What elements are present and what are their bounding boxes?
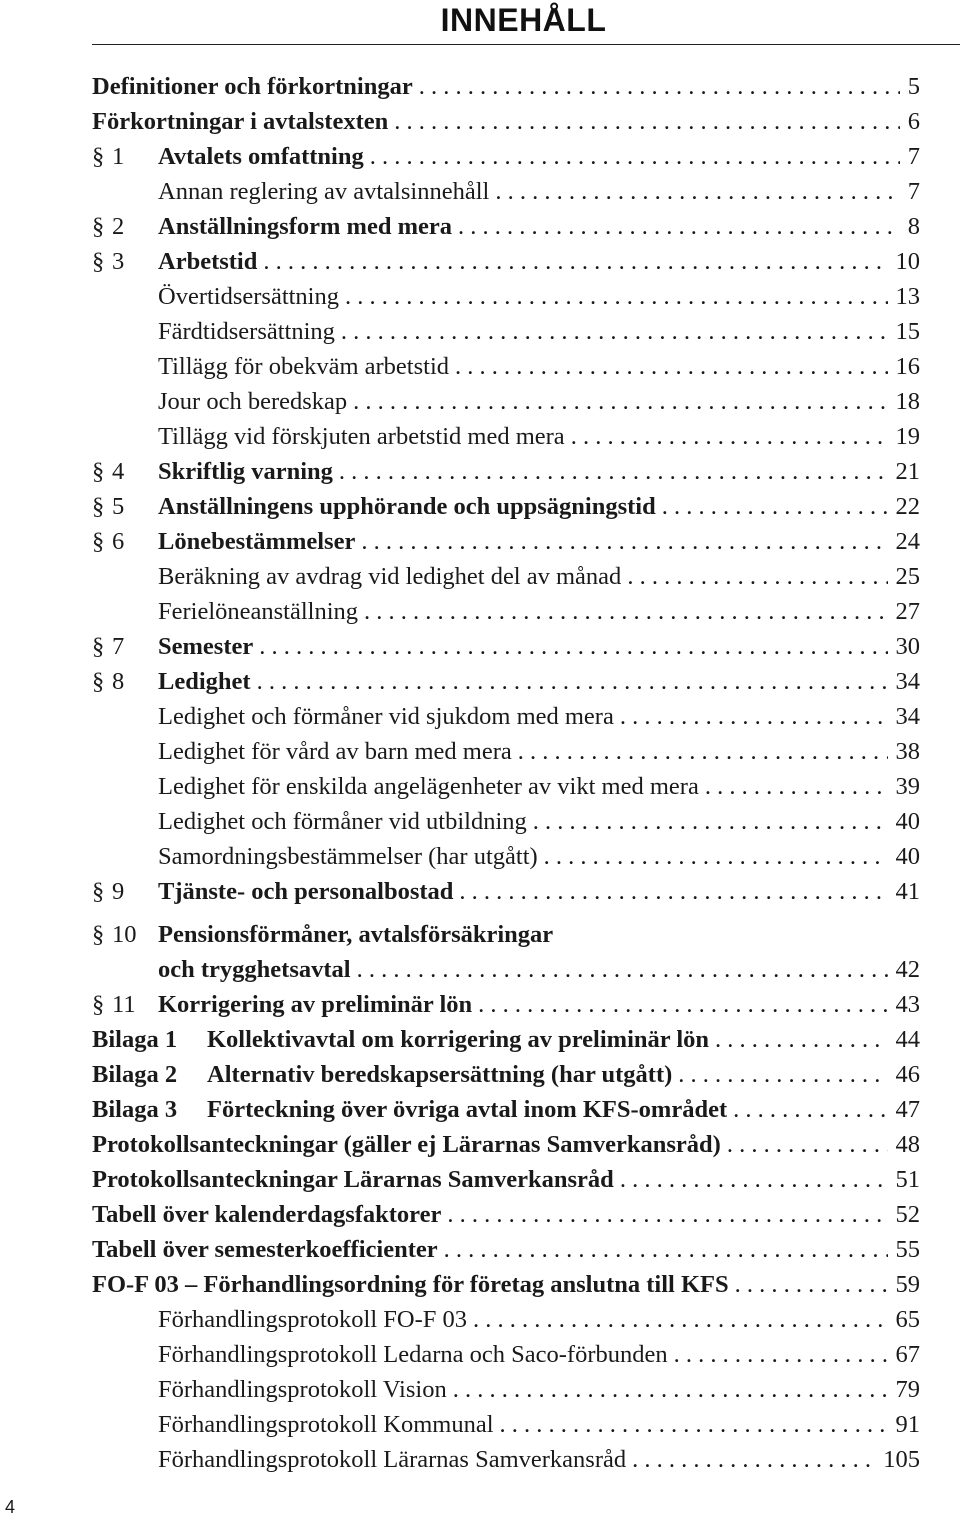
toc-row [0,524,960,559]
dot-leader [735,1267,888,1302]
toc-entry[interactable] [158,699,920,734]
toc-entry[interactable] [92,1267,920,1302]
toc-row [0,664,960,699]
toc-page-number: 48 [895,1131,920,1158]
toc-entry[interactable] [158,1442,920,1477]
toc-row [0,804,960,839]
dot-leader [473,1302,888,1337]
toc-entry-label: FO-F 03 – Förhandlingsordning för företag anslutna till KFS [92,1271,729,1298]
toc-page-number: 10 [895,248,920,275]
toc-row [0,559,960,594]
toc-entry[interactable] [158,174,920,209]
section-mark: § [92,248,105,275]
section-mark: § [92,991,105,1018]
toc-page-number: 65 [895,1306,920,1333]
toc-entry-label: Förhandlingsprotokoll FO-F 03 [158,1306,467,1333]
toc-row [0,349,960,384]
toc-row [0,104,960,139]
toc-entry-label: och trygghetsavtal [158,956,351,983]
page-title: INNEHÅLL [440,2,607,38]
dot-leader [705,769,888,804]
table-of-contents [0,69,960,1477]
toc-row [0,384,960,419]
section-mark: § [92,668,105,695]
dot-leader [453,1372,888,1407]
toc-page-number: 8 [907,213,920,240]
dot-leader [458,209,900,244]
section-mark: § [92,633,105,660]
toc-row [0,1372,960,1407]
toc-row [0,139,960,174]
toc-page-number: 16 [895,353,920,380]
toc-page-number: 67 [895,1341,920,1368]
dot-leader [447,1197,887,1232]
toc-row [0,489,960,524]
toc-page-number: 25 [895,563,920,590]
dot-leader [627,559,887,594]
toc-page-number: 6 [907,108,920,135]
section-number: 7 [112,633,125,660]
toc-page-number: 40 [895,808,920,835]
toc-page-number: 39 [895,773,920,800]
toc-entry-label: Tabell över kalenderdagsfaktorer [92,1201,442,1228]
toc-row [0,952,960,987]
section-mark: § [92,878,105,905]
toc-row [0,629,960,664]
toc-entry[interactable] [158,769,920,804]
dot-leader [370,139,900,174]
toc-entry[interactable] [158,1407,920,1442]
dot-leader [259,629,887,664]
dot-leader [341,314,888,349]
toc-entry-label: Pensionsförmåner, avtalsförsäkringar [158,921,554,948]
toc-entry-label: Förhandlingsprotokoll Lärarnas Samverkansråd [158,1446,627,1473]
toc-entry-label: Protokollsanteckningar Lärarnas Samverkansråd [92,1166,614,1193]
title-divider [92,44,960,45]
toc-page-number: 42 [895,956,920,983]
toc-entry-label: Förhandlingsprotokoll Vision [158,1376,447,1403]
dot-leader [459,874,887,909]
toc-page-number: 43 [895,991,920,1018]
toc-entry-label: Ledighet [158,668,251,695]
toc-row [0,987,960,1022]
toc-entry[interactable] [158,559,920,594]
toc-page-number: 5 [907,73,920,100]
toc-entry-label: Kollektivavtal om korrigering av preliminär lön [207,1026,709,1053]
toc-page-number: 91 [895,1411,920,1438]
dot-leader [263,244,887,279]
toc-entry-label: Annan reglering av avtalsinnehåll [158,178,490,205]
toc-entry[interactable] [158,987,920,1022]
toc-entry-label: Färdtidsersättning [158,318,335,345]
toc-row [0,1267,960,1302]
toc-page-number: 19 [895,423,920,450]
toc-entry-label: Förhandlingsprotokoll Kommunal [158,1411,494,1438]
dot-leader [444,1232,888,1267]
toc-entry-label: Tjänste- och personalbostad [158,878,454,905]
section-number: 10 [112,921,137,948]
toc-entry-label: Semester [158,633,254,660]
toc-entry-label: Anställningens upphörande och uppsägningstid [158,493,656,520]
dot-leader [495,174,899,209]
toc-row [0,419,960,454]
toc-row [0,69,960,104]
toc-entry[interactable] [158,664,920,699]
toc-row [0,1337,960,1372]
toc-page-number: 34 [895,703,920,730]
dot-leader [500,1407,888,1442]
toc-entry-label: Protokollsanteckningar (gäller ej Lärarnas Samverkansråd) [92,1131,721,1158]
toc-row [0,209,960,244]
toc-entry[interactable] [92,1162,920,1197]
section-mark: § [92,493,105,520]
toc-row [0,917,960,952]
toc-page-number: 21 [895,458,920,485]
toc-entry[interactable] [158,839,920,874]
section-number: 2 [112,213,125,240]
toc-page-number: 34 [895,668,920,695]
toc-row [0,1162,960,1197]
toc-page-number: 13 [895,283,920,310]
appendix-label: Bilaga 2 [92,1061,178,1088]
toc-page-number: 30 [895,633,920,660]
toc-page-number: 40 [895,843,920,870]
section-mark: § [92,143,105,170]
dot-leader [394,104,900,139]
toc-page-number: 55 [895,1236,920,1263]
toc-row [0,1407,960,1442]
toc-row [0,454,960,489]
toc-entry-label: Skriftlig varning [158,458,333,485]
toc-page-number: 52 [895,1201,920,1228]
section-number: 8 [112,668,125,695]
toc-entry-label: Övertidsersättning [158,283,339,310]
toc-page-number: 105 [883,1446,920,1473]
toc-row [0,1232,960,1267]
dot-leader [345,279,888,314]
section-number: 11 [112,991,136,1018]
toc-entry[interactable] [158,629,920,664]
toc-entry-label: Korrigering av preliminär lön [158,991,473,1018]
toc-entry-label: Förteckning över övriga avtal inom KFS-området [207,1096,728,1123]
toc-entry-label: Tillägg för obekväm arbetstid [158,353,450,380]
section-number: 5 [112,493,125,520]
toc-page-number: 22 [895,493,920,520]
toc-entry[interactable] [207,1057,920,1092]
toc-entry-label: Alternativ beredskapsersättning (har utgått) [207,1061,673,1088]
toc-entry[interactable] [92,1127,920,1162]
toc-entry-label: Samordningsbestämmelser (har utgått) [158,843,538,870]
toc-entry-label: Anställningsform med mera [158,213,452,240]
section-number: 9 [112,878,125,905]
toc-page-number: 27 [895,598,920,625]
appendix-label: Bilaga 3 [92,1096,178,1123]
toc-entry[interactable] [158,244,920,279]
toc-entry[interactable] [158,454,920,489]
toc-page-number: 7 [907,143,920,170]
toc-entry-label: Avtalets omfattning [158,143,364,170]
dot-leader [632,1442,875,1477]
dot-leader [419,69,900,104]
dot-leader [455,349,887,384]
toc-row [0,769,960,804]
toc-entry[interactable] [158,1337,920,1372]
toc-row [0,1302,960,1337]
toc-page-number: 15 [895,318,920,345]
section-number: 6 [112,528,125,555]
page-number: 4 [5,1497,16,1517]
dot-leader [620,699,888,734]
section-mark: § [92,213,105,240]
toc-entry[interactable] [158,384,920,419]
toc-entry[interactable] [158,349,920,384]
toc-page-number: 38 [895,738,920,765]
toc-entry-label: Ledighet och förmåner vid sjukdom med mera [158,703,614,730]
toc-page-number: 47 [895,1096,920,1123]
toc-row [0,1057,960,1092]
toc-page-number: 46 [895,1061,920,1088]
toc-entry[interactable] [158,594,920,629]
toc-row [0,874,960,909]
toc-entry-label: Ledighet och förmåner vid utbildning [158,808,527,835]
toc-row [0,1197,960,1232]
toc-entry-label: Arbetstid [158,248,258,275]
toc-entry-label: Tillägg vid förskjuten arbetstid med mera [158,423,565,450]
dot-leader [620,1162,888,1197]
section-mark: § [92,921,105,948]
dot-leader [674,1337,888,1372]
dot-leader [353,384,887,419]
toc-entry-label: Ledighet för vård av barn med mera [158,738,512,765]
toc-entry[interactable] [158,874,920,909]
section-number: 4 [112,458,125,485]
toc-row [0,244,960,279]
toc-entry-label: Förkortningar i avtalstexten [92,108,389,135]
toc-entry-label: Ledighet för enskilda angelägenheter av vikt med mera [158,773,699,800]
toc-entry[interactable] [158,804,920,839]
toc-row [0,1442,960,1477]
dot-leader [361,524,887,559]
toc-row [0,314,960,349]
dot-leader [571,419,888,454]
toc-entry-label: Ferielöneanställning [158,598,359,625]
toc-page-number: 7 [907,178,920,205]
dot-leader [678,1057,887,1092]
toc-row [0,279,960,314]
toc-entry[interactable] [158,279,920,314]
section-mark: § [92,528,105,555]
toc-page-number: 41 [895,878,920,905]
toc-entry[interactable] [158,952,920,987]
toc-row [0,1127,960,1162]
toc-entry[interactable] [158,419,920,454]
toc-entry[interactable] [158,139,920,174]
toc-row [0,839,960,874]
section-number: 3 [112,248,125,275]
dot-leader [715,1022,888,1057]
dot-leader [518,734,888,769]
dot-leader [662,489,888,524]
toc-entry[interactable] [158,314,920,349]
section-number: 1 [112,143,125,170]
toc-entry[interactable] [158,524,920,559]
section-mark: § [92,458,105,485]
toc-page-number: 59 [895,1271,920,1298]
toc-row [0,699,960,734]
dot-leader [339,454,888,489]
toc-page-number: 24 [895,528,920,555]
dot-leader [364,594,887,629]
toc-entry[interactable] [158,1372,920,1407]
appendix-label: Bilaga 1 [92,1026,178,1053]
toc-row [0,1022,960,1057]
dot-leader [357,952,888,987]
toc-page-number: 51 [895,1166,920,1193]
toc-entry-label: Beräkning av avdrag vid ledighet del av månad [158,563,622,590]
toc-page-number: 79 [895,1376,920,1403]
dot-leader [478,987,887,1022]
toc-entry[interactable] [92,1232,920,1267]
dot-leader [727,1127,888,1162]
toc-entry-label: Definitioner och förkortningar [92,73,413,100]
toc-entry[interactable] [158,1302,920,1337]
toc-row [0,594,960,629]
toc-row [0,1092,960,1127]
toc-entry-label: Tabell över semesterkoefficienter [92,1236,438,1263]
toc-entry[interactable] [158,489,920,524]
dot-leader [533,804,888,839]
dot-leader [544,839,888,874]
toc-entry-label: Lönebestämmelser [158,528,356,555]
toc-entry[interactable] [92,69,920,104]
toc-entry-label: Jour och beredskap [158,388,348,415]
toc-entry[interactable] [92,104,920,139]
toc-entry[interactable] [207,1092,920,1127]
dot-leader [257,664,888,699]
toc-entry[interactable] [158,734,920,769]
toc-page-number: 44 [895,1026,920,1053]
toc-page-number: 18 [895,388,920,415]
toc-row [0,734,960,769]
toc-entry-label: Förhandlingsprotokoll Ledarna och Saco-förbunden [158,1341,668,1368]
toc-entry[interactable] [92,1197,920,1232]
toc-entry[interactable] [158,209,920,244]
dot-leader [733,1092,887,1127]
toc-row [0,174,960,209]
toc-entry[interactable] [207,1022,920,1057]
